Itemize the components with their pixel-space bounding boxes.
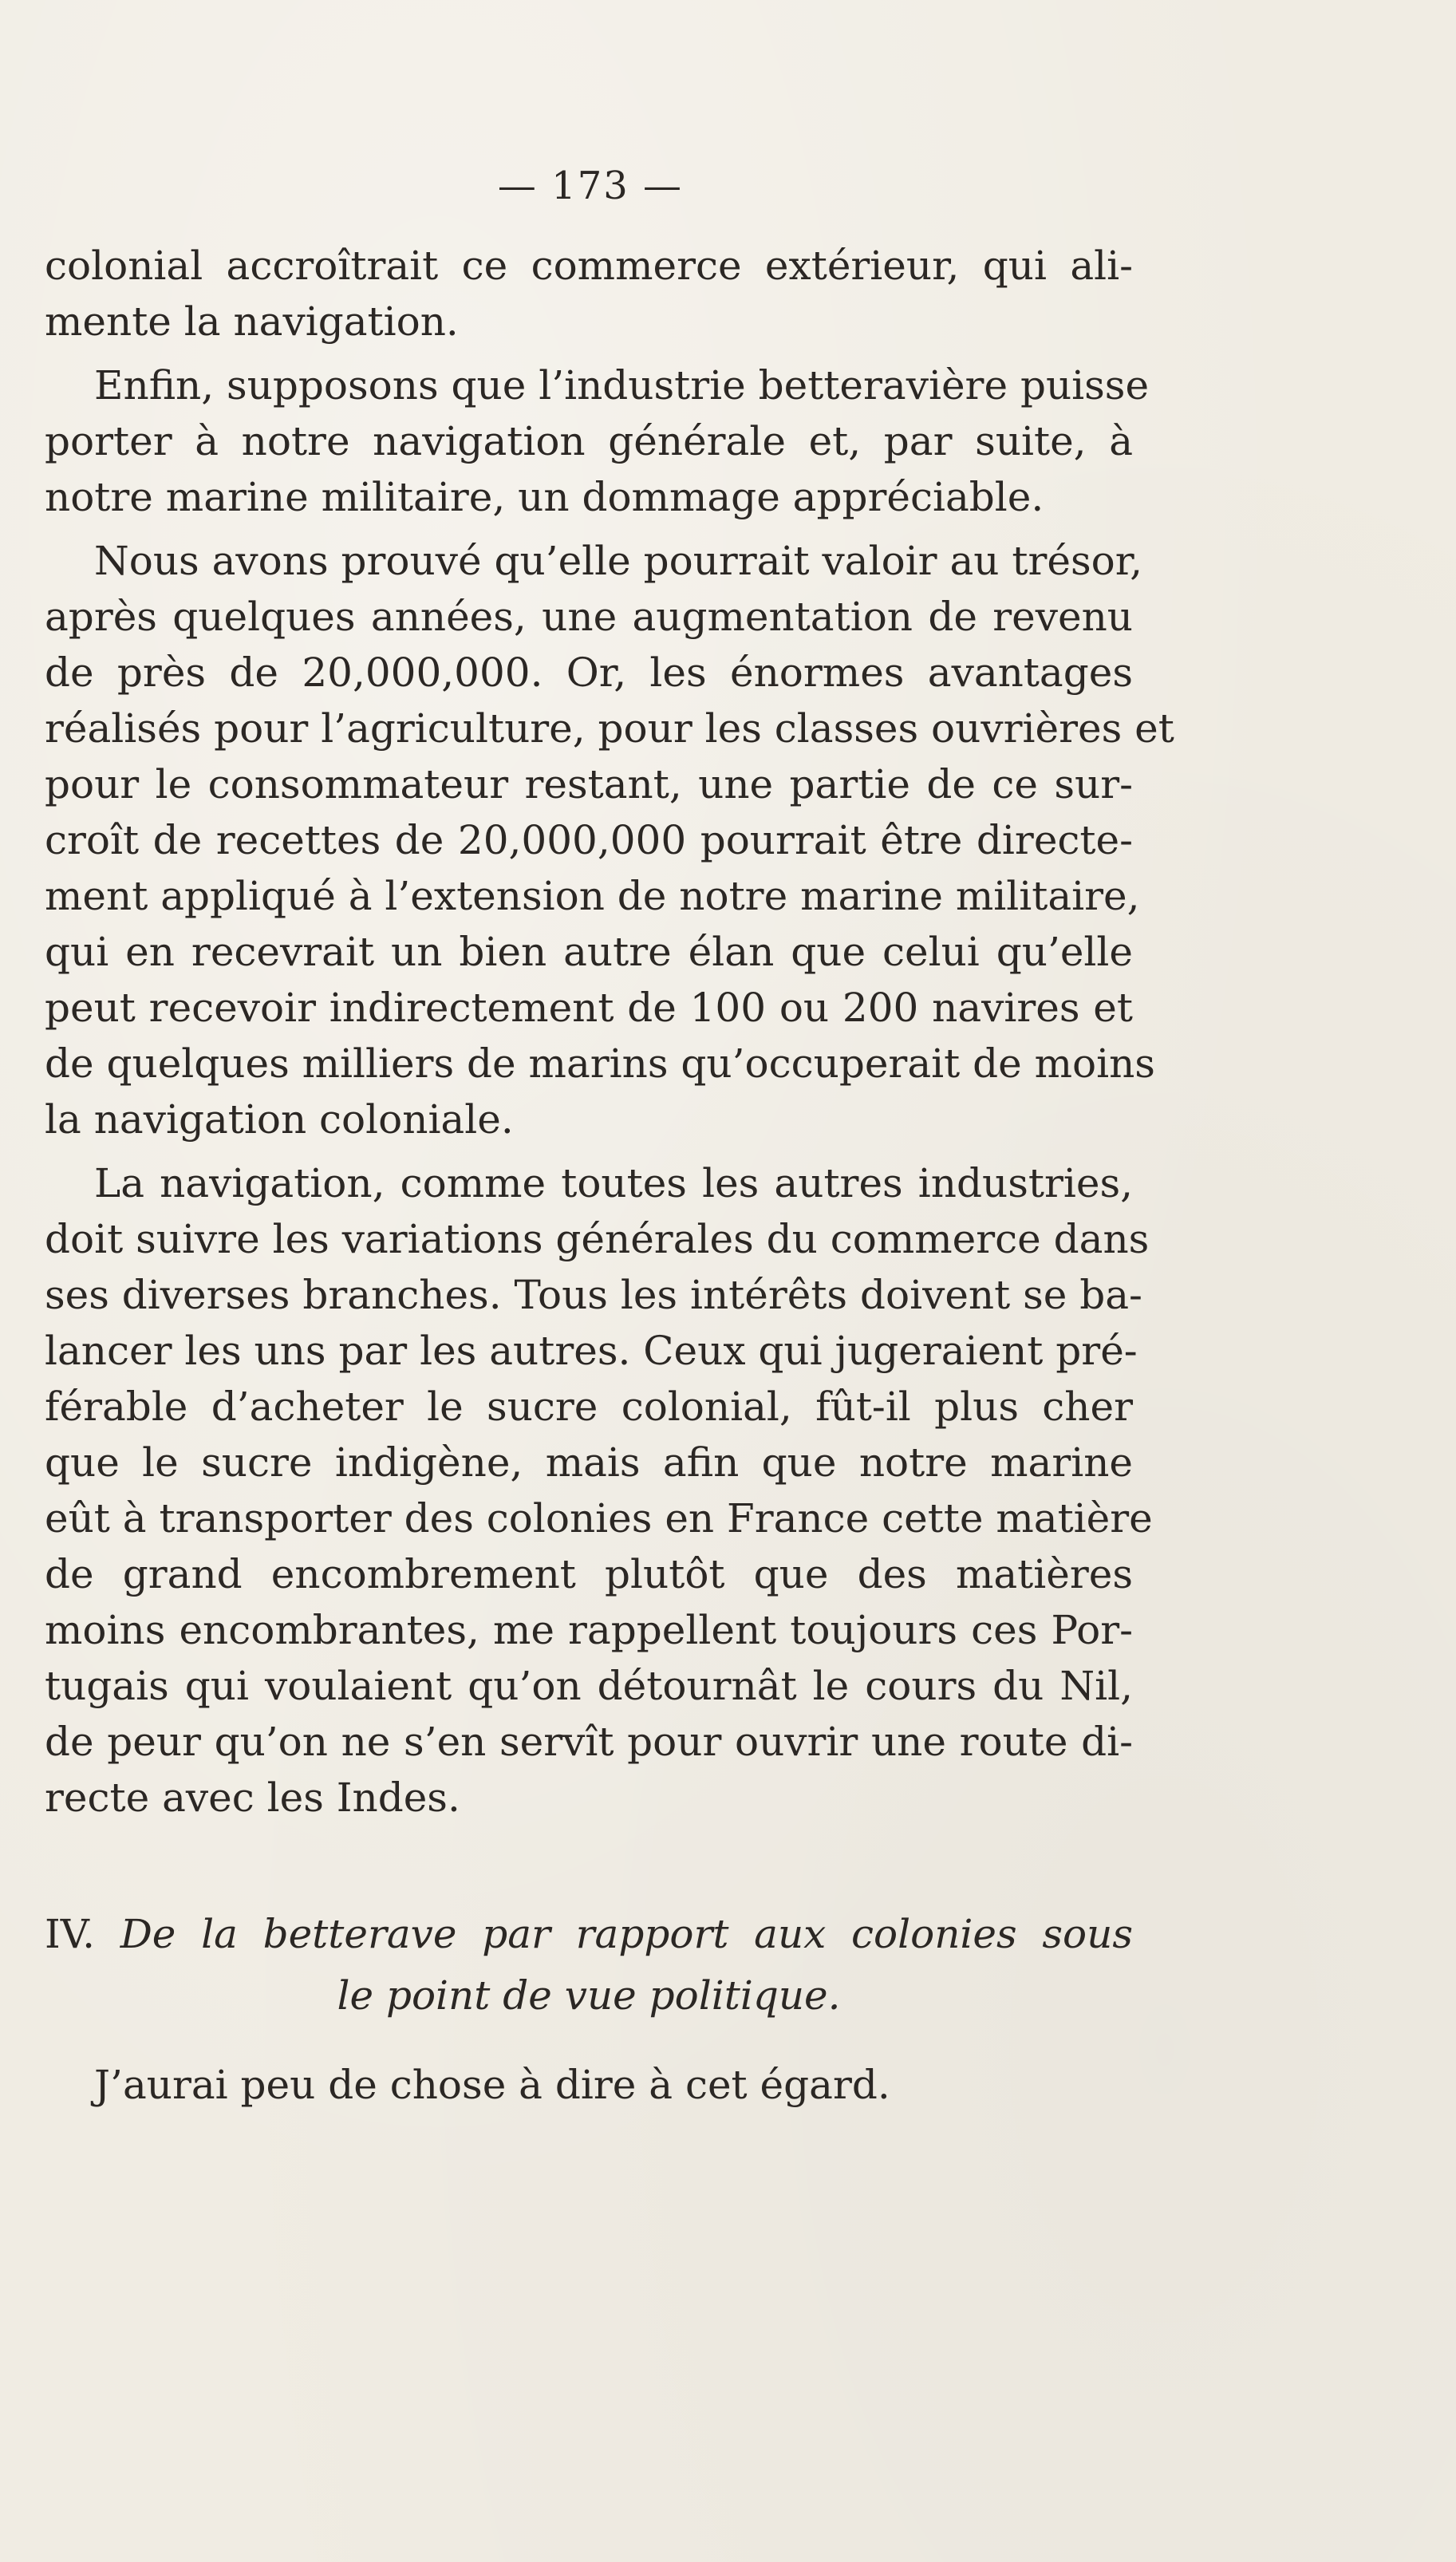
text-line: férable d’acheter le sucre colonial, fût-il plus cher [45, 1384, 1133, 1430]
text-line: ses diverses branches. Tous les intérêts doivent se ba- [45, 1272, 1142, 1318]
text-line: doit suivre les variations générales du commerce dans [45, 1216, 1150, 1262]
text-line: de peur qu’on ne s’en servît pour ouvrir une route di- [45, 1719, 1133, 1765]
text-line: réalisés pour l’agriculture, pour les classes ouvrières et [45, 705, 1174, 752]
text-line: de quelques milliers de marins qu’occuperait de moins [45, 1040, 1155, 1087]
text-line: de près de 20,000,000. Or, les énormes avantages [45, 649, 1133, 696]
text-line: la navigation coloniale. [45, 1096, 514, 1143]
text-line: peut recevoir indirectement de 100 ou 200 navires et [45, 985, 1133, 1031]
text-line: pour le consommateur restant, une partie de ce sur- [45, 761, 1133, 807]
text-line: mente la navigation. [45, 298, 459, 345]
section-heading [45, 1905, 1133, 1963]
text-line: Enfin, supposons que l’industrie betteravière puisse [94, 362, 1150, 409]
text-line: colonial accroîtrait ce commerce extérieur, qui ali- [45, 243, 1133, 289]
text-line: Nous avons prouvé qu’elle pourrait valoir au trésor, [94, 538, 1143, 584]
text-line: notre marine militaire, un dommage appréciable. [45, 474, 1044, 520]
section-title-line-2: le point de vue politique. [337, 1972, 841, 2019]
text-line: porter à notre navigation générale et, par suite, à [45, 418, 1133, 464]
text-line: La navigation, comme toutes les autres industries, [94, 1160, 1133, 1206]
text-line: qui en recevrait un bien autre élan que celui qu’elle [45, 929, 1133, 975]
text-line: moins encombrantes, me rappellent toujours ces Por- [45, 1607, 1133, 1653]
text-line: après quelques années, une augmentation de revenu [45, 594, 1133, 640]
text-line: lancer les uns par les autres. Ceux qui jugeraient pré- [45, 1328, 1138, 1374]
text-line: ment appliqué à l’extension de notre marine militaire, [45, 873, 1140, 919]
text-line: de grand encombrement plutôt que des matières [45, 1551, 1133, 1597]
text-line: tugais qui voulaient qu’on détournât le cours du Nil, [45, 1663, 1133, 1709]
text-line: que le sucre indigène, mais afin que notre marine [45, 1439, 1133, 1486]
text-line: eût à transporter des colonies en France cette matière [45, 1495, 1153, 1542]
section-number: IV. [45, 1911, 96, 1957]
text-line: croît de recettes de 20,000,000 pourrait être directe- [45, 817, 1133, 863]
section-title-line-1: De la betterave par rapport aux colonies sous [120, 1911, 1133, 1957]
closing-line: J’aurai peu de chose à dire à cet égard. [94, 2062, 890, 2108]
text-line: recte avec les Indes. [45, 1774, 460, 1821]
page-number: — 173 — [497, 164, 684, 208]
